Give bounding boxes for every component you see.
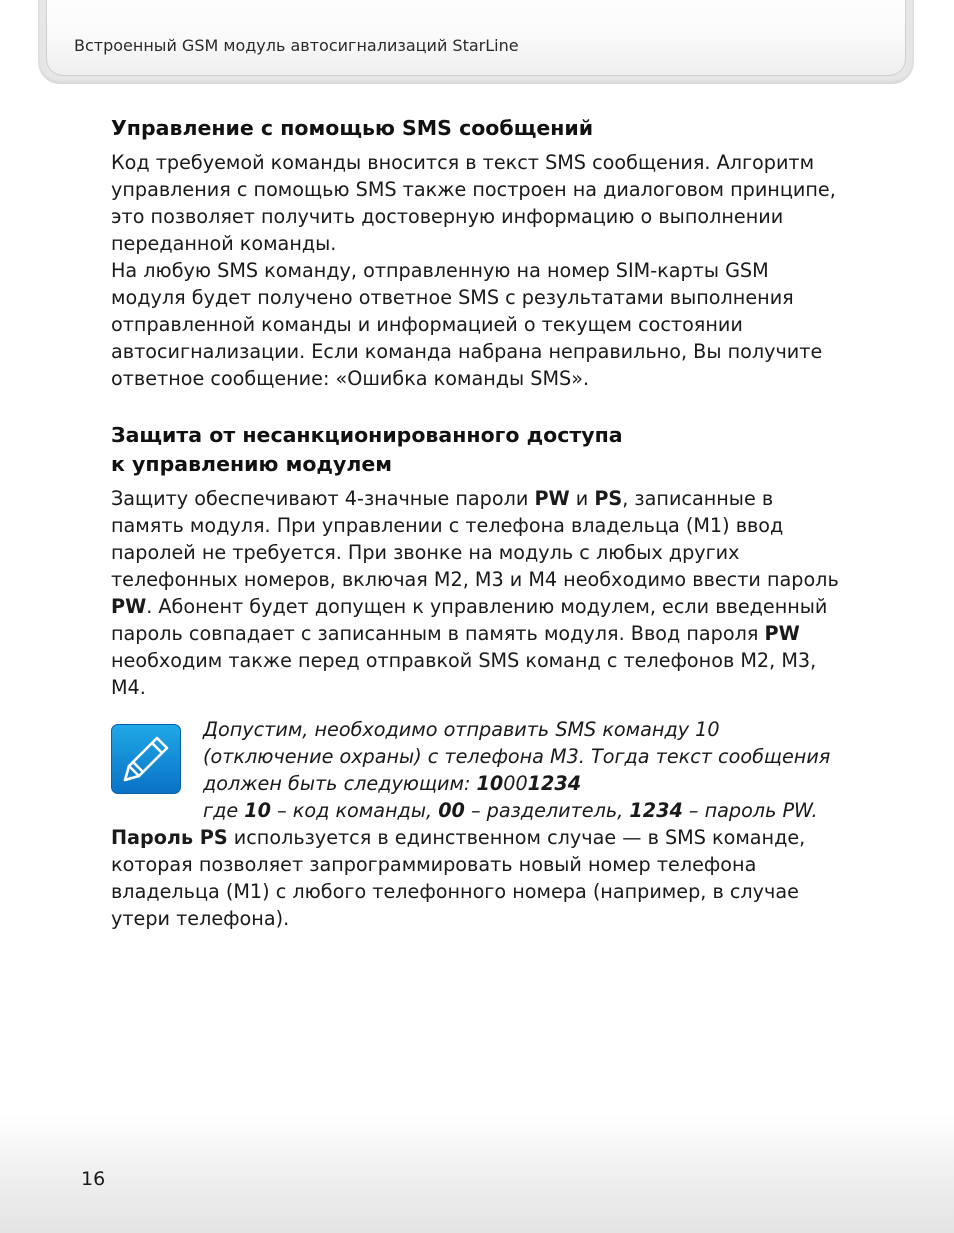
code-command: 10 (476, 772, 504, 795)
note-text-run: – пароль PW. (682, 799, 818, 822)
note-text-run: – код команды, (270, 799, 439, 822)
password-pw: PW (764, 622, 800, 645)
code-command: 10 (244, 799, 271, 822)
code-password: 1234 (527, 772, 582, 795)
note-text (203, 716, 841, 824)
code-separator: 00 (503, 772, 528, 795)
sms-paragraph-2: На любую SMS команду, отправленную на номер SIM-карты GSM модуля будет получено ответное SMS с результатами выполнения отправленной команды и информацией о текущем состоянии автосигнализации. Если команда набрана неправильно, Вы получите ответное сообщение: «Ошибка команды SMS». (111, 259, 823, 390)
code-password: 1234 (629, 799, 683, 822)
password-ps-label: Пароль PS (111, 826, 228, 849)
text-run: , записанные в память модуля. При управлении с телефона владельца (М1) ввод паролей не требуется. При звонке на модуль с любых других телефонных номеров, включая М2, М3 и М4 необходимо ввести пароль (111, 487, 839, 591)
note-block (111, 716, 841, 824)
ps-paragraph (111, 824, 841, 932)
note-text-run: – разделитель, (464, 799, 630, 822)
password-pw: PW (534, 487, 570, 510)
section-heading-protection-line2: к управлению модулем (111, 452, 393, 476)
text-run: используется в единственном случае — в SMS команде, которая позволяет запрограммировать новый номер телефона владельца (М1) с любого телефонного номера (например, в случае утери телефона). (111, 826, 806, 930)
pencil-icon (111, 724, 181, 794)
protection-paragraph (111, 485, 841, 701)
sms-paragraph-1: Код требуемой команды вносится в текст SMS сообщения. Алгоритм управления с помощью SMS также построен на диалоговом принципе, это позволяет получить достоверную информацию о выполнении переданной команды. (111, 151, 836, 255)
text-run: необходим также перед отправкой SMS команд с телефонов М2, М3, М4. (111, 649, 817, 699)
section-heading-sms: Управление с помощью SMS сообщений (111, 116, 594, 140)
footer-band (0, 1115, 954, 1233)
note-text-run: Допустим, необходимо отправить SMS команду 10 (отключение охраны) с телефона М3. Тогда текст сообщения должен быть следующим: (203, 718, 831, 795)
text-run: Защиту обеспечивают 4-значные пароли (111, 487, 535, 510)
page-number: 16 (81, 1168, 106, 1190)
note-text-run: где (203, 799, 245, 822)
text-run: и (569, 487, 595, 510)
text-run: . Абонент будет допущен к управлению модулем, если введенный пароль совпадает с записанным в память модуля. Ввод пароля (111, 595, 828, 645)
code-separator: 00 (438, 799, 465, 822)
password-ps: PS (594, 487, 623, 510)
section-heading-protection (111, 421, 841, 479)
page-content (111, 114, 841, 932)
section-heading-protection-line1: Защита от несанкционированного доступа (111, 423, 623, 447)
password-pw: PW (111, 595, 147, 618)
running-header: Встроенный GSM модуль автосигнализаций StarLine (74, 36, 519, 55)
